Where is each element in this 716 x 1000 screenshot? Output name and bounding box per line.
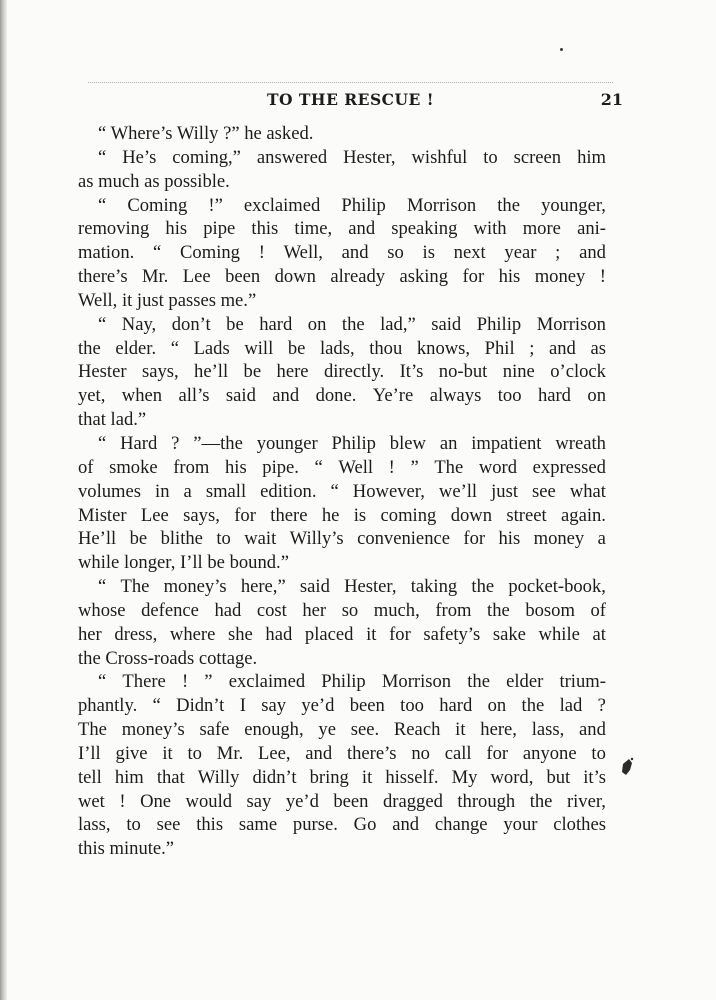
running-header	[78, 82, 623, 112]
text-line: I’ll give it to Mr. Lee, and there’s no call for anyone to	[78, 742, 606, 764]
text-line: of smoke from his pipe. “ Well ! ” The word expressed	[78, 456, 606, 478]
text-line: lass, to see this same purse. Go and change your clothes	[78, 814, 606, 836]
text-line: Well, it just passes me.”	[78, 289, 257, 311]
text-line: as much as possible.	[78, 170, 230, 192]
text-line: “ Where’s Willy ?” he asked.	[98, 123, 314, 144]
text-line: yet, when all’s said and done. Ye’re always too hard on	[78, 385, 606, 407]
text-line: tell him that Willy didn’t bring it hisself. My word, but it’s	[78, 766, 606, 788]
text-line: Mister Lee says, for there he is coming down street again.	[78, 504, 606, 526]
text-line: “ The money’s here,” said Hester, taking the pocket-book,	[98, 576, 606, 598]
text-line: removing his pipe this time, and speaking with more ani-	[78, 218, 606, 240]
text-line: mation. “ Coming ! Well, and so is next year ; and	[78, 242, 606, 264]
header-rule	[88, 82, 613, 83]
ink-blot	[620, 756, 634, 778]
text-line: wet ! One would say ye’d been dragged through the river,	[78, 790, 606, 812]
running-title: TO THE RESCUE !	[266, 90, 435, 109]
text-line: The money’s safe enough, ye see. Reach it here, lass, and	[78, 719, 606, 741]
text-line: her dress, where she had placed it for safety’s sake while at	[78, 623, 606, 645]
binding-edge	[0, 0, 7, 1000]
text-line: “ Coming !” exclaimed Philip Morrison the younger,	[98, 194, 606, 216]
text-line: whose defence had cost her so much, from the bosom of	[78, 599, 606, 621]
text-line: “ There ! ” exclaimed Philip Morrison the elder trium-	[98, 671, 606, 693]
text-line: He’ll be blithe to wait Willy’s convenience for his money a	[78, 528, 606, 550]
text-line: there’s Mr. Lee been down already asking for his money !	[78, 266, 606, 288]
text-line: “ Nay, don’t be hard on the lad,” said Philip Morrison	[98, 313, 606, 335]
text-line: Hester says, he’ll be here directly. It’s no-but nine o’clock	[78, 361, 606, 383]
text-line: this minute.”	[78, 838, 175, 860]
text-line: the elder. “ Lads will be lads, thou knows, Phil ; and as	[78, 337, 606, 359]
text-line: that lad.”	[78, 409, 147, 431]
text-line: the Cross-roads cottage.	[78, 647, 258, 669]
ink-speck	[560, 48, 563, 51]
text-line: volumes in a small edition. “ However, we’ll just see what	[78, 480, 606, 502]
text-line: while longer, I’ll be bound.”	[78, 552, 289, 574]
text-line: phantly. “ Didn’t I say ye’d been too hard on the lad ?	[78, 695, 606, 717]
text-line: “ Hard ? ”—the younger Philip blew an impatient wreath	[98, 432, 606, 454]
page-number: 21	[600, 90, 623, 109]
body-text	[78, 122, 606, 861]
text-line: “ He’s coming,” answered Hester, wishful to screen him	[98, 146, 606, 168]
